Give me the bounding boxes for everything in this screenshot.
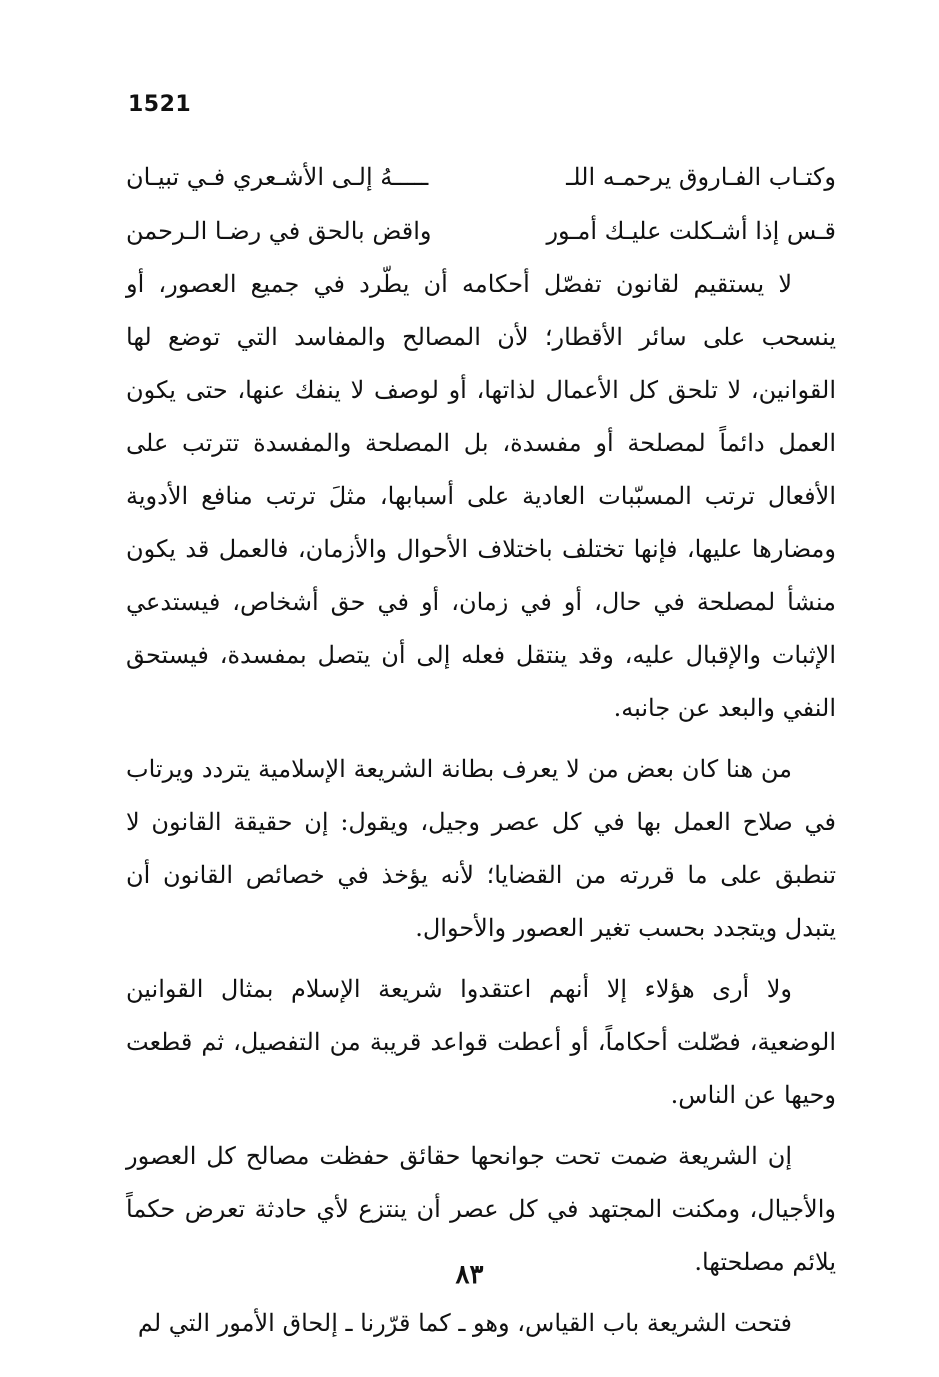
verse-2-first-hemistich: قـس إذا أشـكلت عليـك أمـور: [546, 217, 836, 245]
page-body: [126, 150, 836, 1358]
verse-1-second-hemistich: ـــــهُ إلـى الأشـعري فـي تبيـان: [126, 163, 429, 191]
paragraph-3: ولا أرى هؤلاء إلا أنهم اعتقدوا شريعة الإسلام بمثال القوانين الوضعية، فصّلت أحكاماً، أو أعطت قواعد قريبة من التفصيل، ثم قطعت وحيها عن الناس.: [126, 975, 836, 1109]
paragraph-5: فتحت الشريعة باب القياس، وهو ـ كما قرّرنا ـ إلحاق الأمور التي لم: [137, 1309, 792, 1337]
verse-1-first-hemistich: وكتـاب الفـاروق يرحمـه اللـ: [566, 163, 836, 191]
paragraph-1: لا يستقيم لقانون تفصّل أحكامه أن يطّرد في جميع العصور، أو ينسحب على سائر الأقطار؛ لأن المصالح والمفاسد التي توضع لها القوانين، لا تلحق كل الأعمال لذاتها، أو لوصف لا ينفك عنها، حتى يكون العمل دائماً لمصلحة أو مفسدة، بل المصلحة والمفسدة تترتب على الأفعال ترتب المسبّبات العادية على أسبابها، مثلَ ترتب منافع الأدوية ومضارها عليها، فإنها تختلف باختلاف الأحوال والأزمان، فالعمل قد يكون منشأ لمصلحة في حال، أو في زمان، أو في حق أشخاص، فيستدعي الإثبات والإقبال عليه، وقد ينتقل فعله إلى أن يتصل بمفسدة، فيستحق النفي والبعد عن جانبه.: [126, 270, 836, 722]
verse-2-second-hemistich: واقض بالحق في رضـا الـرحمن: [126, 217, 432, 245]
paragraph-2: من هنا كان بعض من لا يعرف بطانة الشريعة الإسلامية يتردد ويرتاب في صلاح العمل بها في كل عصر وجيل، ويقول: إن حقيقة القانون لا تنطبق على ما قررته من القضايا؛ لأنه يؤخذ في خصائص القانون أن يتبدل ويتجدد بحسب تغير العصور والأحوال.: [126, 755, 836, 942]
page-number-top: 1521: [128, 92, 192, 117]
verse-line-1: [126, 150, 836, 204]
page-number-bottom: ٨٣: [455, 1260, 484, 1290]
paragraph-4: إن الشريعة ضمت تحت جوانحها حقائق حفظت مصالح كل العصور والأجيال، ومكنت المجتهد في كل عصر أن ينتزع لأي حادثة تعرض حكماً يلائم مصلحتها.: [126, 1142, 836, 1276]
verse-line-2: [126, 204, 836, 258]
